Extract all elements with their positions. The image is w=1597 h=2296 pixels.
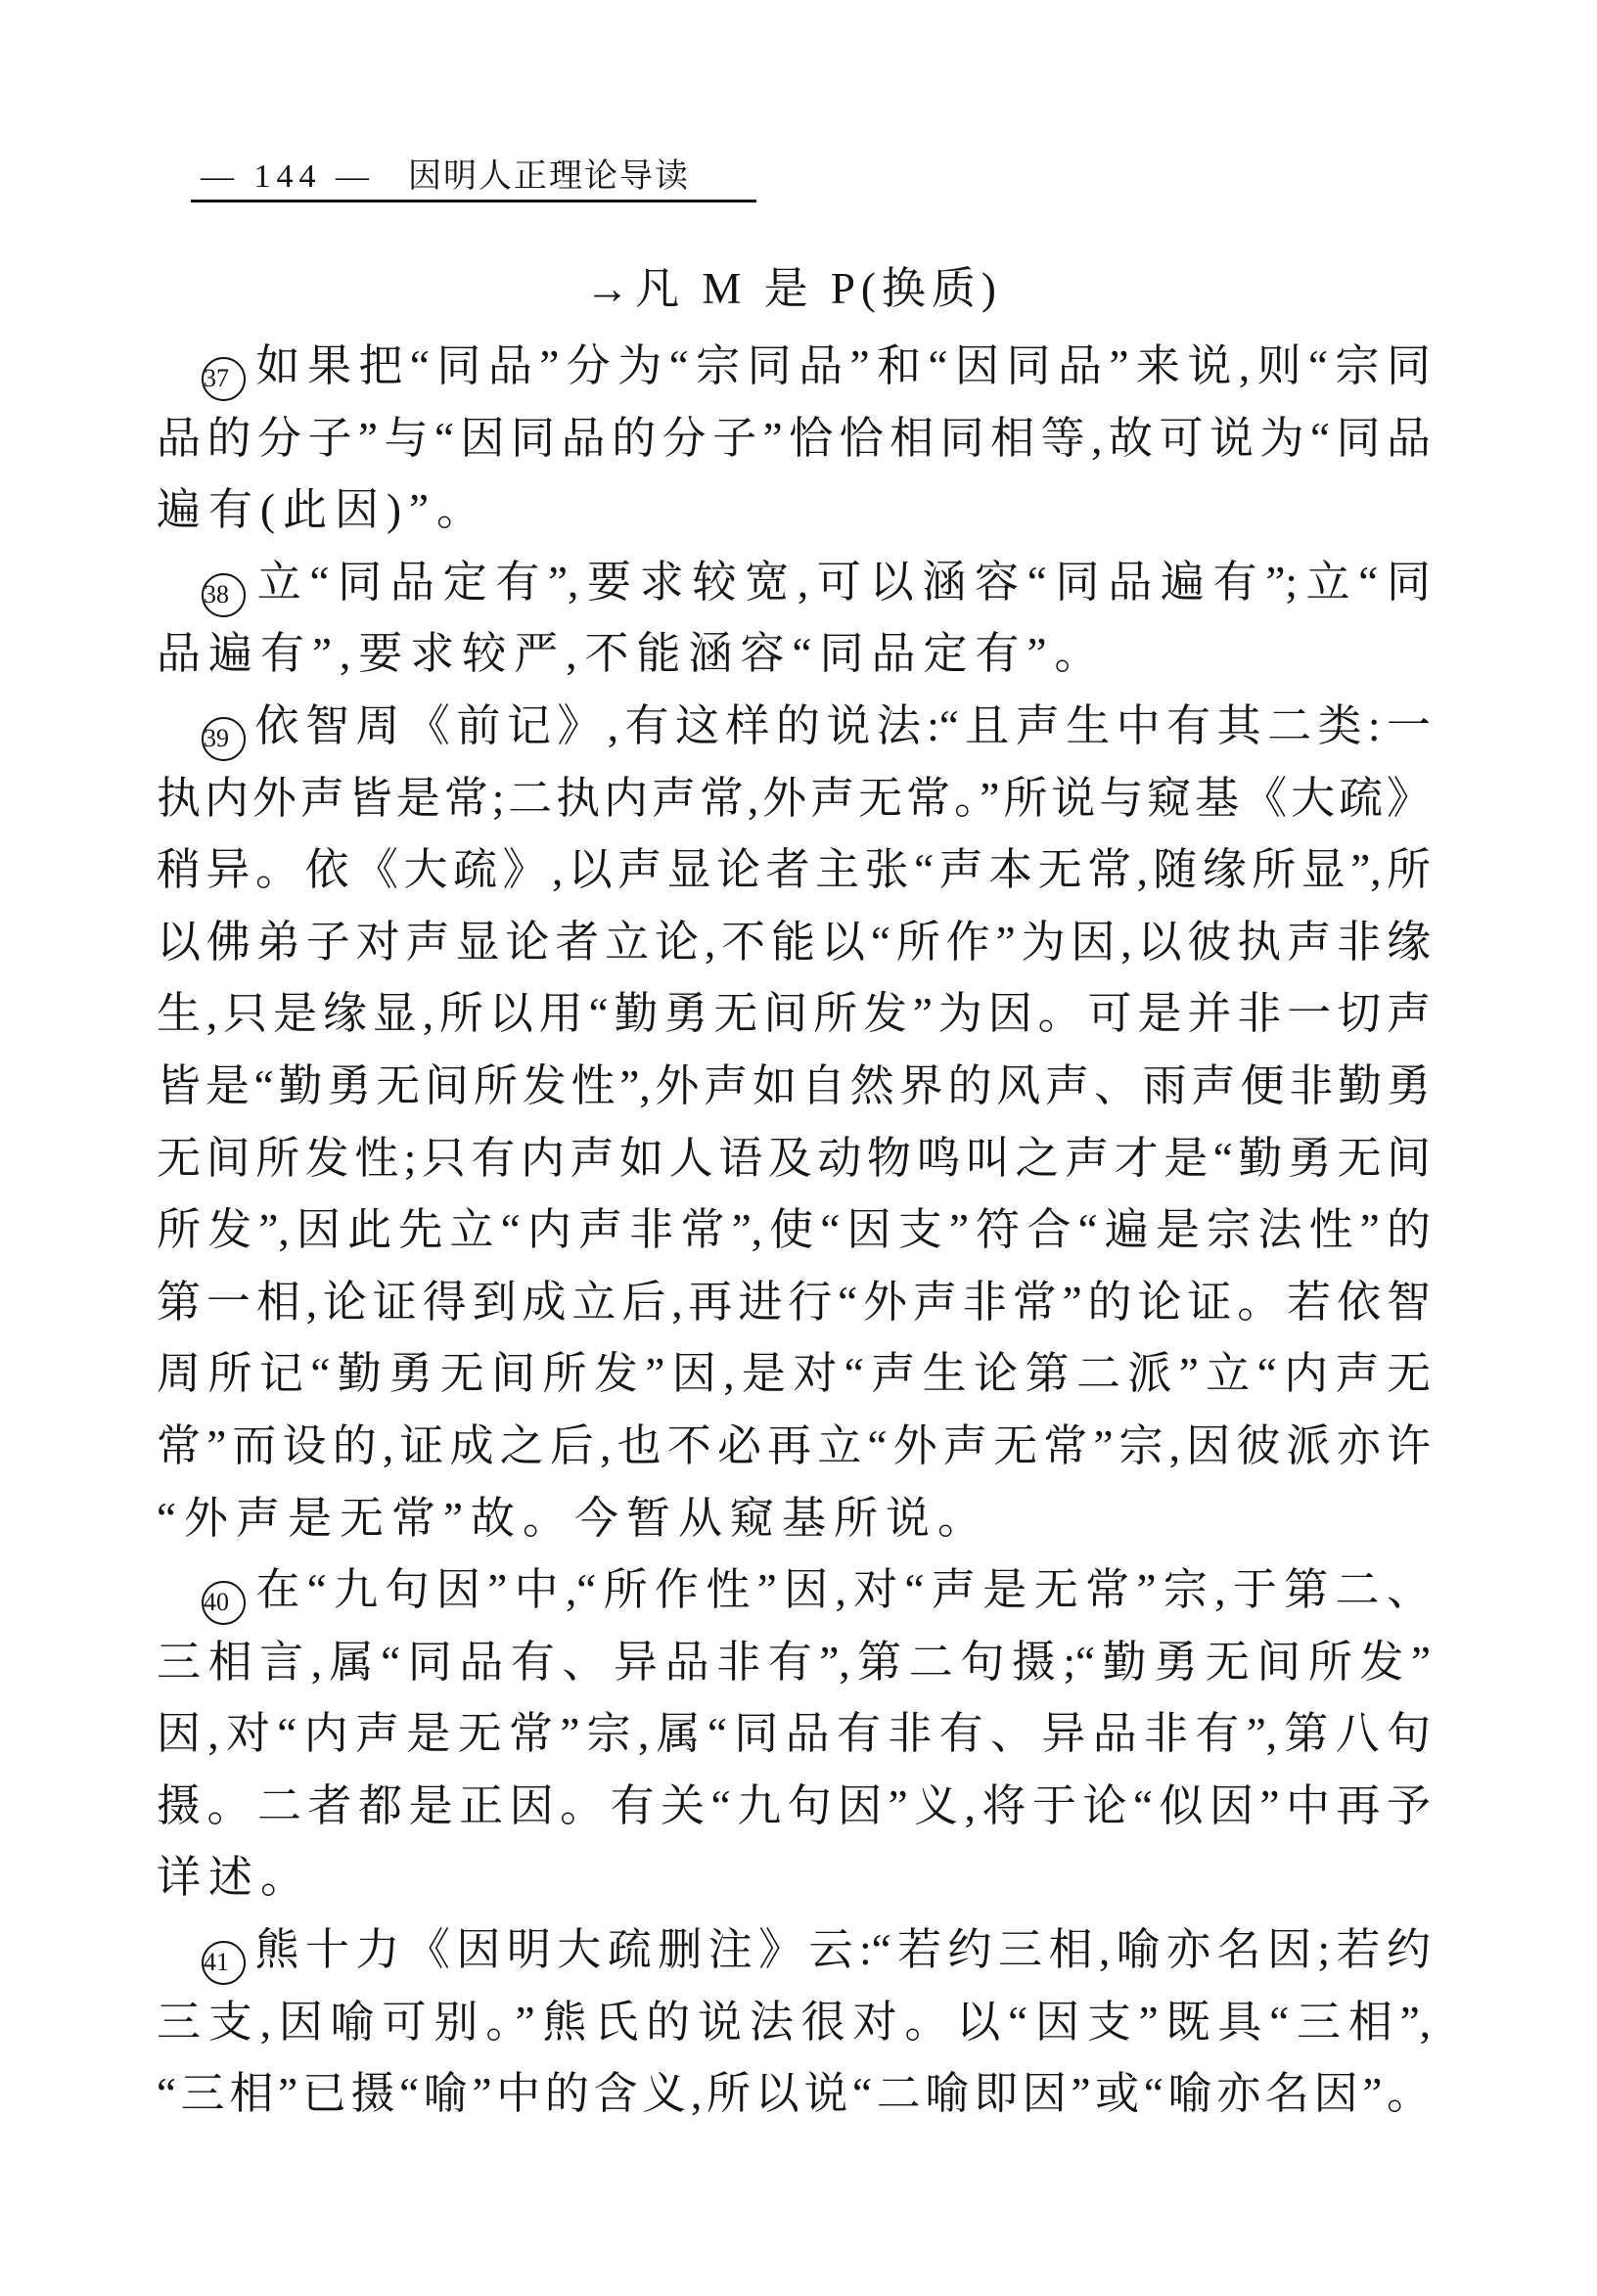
text-line: 三支,因喻可别。”熊氏的说法很对。以“因支”既具“三相”, xyxy=(157,1997,1431,2047)
text-line: 遍有(此因)”。 xyxy=(157,485,488,535)
text-line: 周所记“勤勇无间所发”因,是对“声生论第二派”立“内声无 xyxy=(157,1349,1431,1399)
formula-line: →凡 M 是 P(换质) xyxy=(585,264,1002,313)
text-line: 所发”,因此先立“内声非常”,使“因支”符合“遍是宗法性”的 xyxy=(157,1205,1431,1255)
text-line: 三相言,属“同品有、异品非有”,第二句摄;“勤勇无间所发” xyxy=(157,1637,1431,1687)
note-paragraph-40 xyxy=(157,1554,1431,1914)
text-line: 皆是“勤勇无间所发性”,外声如自然界的风声、雨声便非勤勇 xyxy=(157,1060,1431,1110)
text-line xyxy=(157,331,1431,403)
text-line: 执内外声皆是常;二执内声常,外声无常。”所说与窥基《大疏》 xyxy=(157,773,1431,823)
circled-number-39: 39 xyxy=(202,717,246,761)
text-line: 无间所发性;只有内声如人语及动物鸣叫之声才是“勤勇无间 xyxy=(157,1133,1431,1183)
text-line: 常”而设的,证成之后,也不必再立“外声无常”宗,因彼派亦许 xyxy=(157,1420,1431,1470)
note-paragraph-37 xyxy=(157,331,1431,547)
circled-number-41: 41 xyxy=(202,1941,246,1985)
circled-number-38: 38 xyxy=(202,573,246,617)
text-line-content: 如果把“同品”分为“宗同品”和“因同品”来说,则“宗同 xyxy=(249,341,1431,390)
text-line: 第一相,论证得到成立后,再进行“外声非常”的论证。若依智 xyxy=(157,1277,1431,1327)
text-line-content: 在“九句因”中,“所作性”因,对“声是无常”宗,于第二、 xyxy=(249,1565,1431,1615)
text-line: 以佛弟子对声显论者立论,不能以“所作”为因,以彼执声非缘 xyxy=(157,917,1431,967)
text-line: 生,只是缘显,所以用“勤勇无间所发”为因。可是并非一切声 xyxy=(157,989,1431,1039)
text-line: 详述。 xyxy=(157,1853,313,1903)
circled-number-40: 40 xyxy=(202,1581,246,1625)
note-paragraph-39 xyxy=(157,691,1431,1554)
text-line-content: 立“同品定有”,要求较宽,可以涵容“同品遍有”;立“同 xyxy=(249,557,1431,607)
text-line-content: 熊十力《因明大疏删注》云:“若约三相,喻亦名因;若约 xyxy=(249,1925,1431,1975)
header-rule xyxy=(191,200,756,203)
note-paragraph-38 xyxy=(157,547,1431,691)
text-line: “三相”已摄“喻”中的含义,所以说“二喻即因”或“喻亦名因”。 xyxy=(157,2069,1431,2119)
text-line xyxy=(157,1914,1431,1987)
book-title: 因明人正理论导读 xyxy=(408,158,690,195)
running-head xyxy=(201,149,690,197)
text-line xyxy=(157,547,1431,619)
text-line: 因,对“内声是无常”宗,属“同品有非有、异品非有”,第八句 xyxy=(157,1709,1431,1759)
page-number: — 144 — xyxy=(201,158,375,195)
text-line: 品的分子”与“因同品的分子”恰恰相同相等,故可说为“同品 xyxy=(157,413,1431,463)
note-paragraph-41 xyxy=(157,1914,1431,2131)
text-line: 稍异。依《大疏》,以声显论者主张“声本无常,随缘所显”,所 xyxy=(157,845,1431,895)
text-line: 摄。二者都是正因。有关“九句因”义,将于论“似因”中再予 xyxy=(157,1780,1431,1830)
text-line: “外声是无常”故。今暂从窥基所说。 xyxy=(157,1493,989,1543)
text-line-content: 依智周《前记》,有这样的说法:“且声生中有其二类:一 xyxy=(249,700,1431,750)
circled-number-37: 37 xyxy=(202,357,246,401)
body-text xyxy=(157,331,1431,2131)
text-line xyxy=(157,691,1431,763)
text-line: 品遍有”,要求较严,不能涵容“同品定有”。 xyxy=(157,629,1107,679)
text-line xyxy=(157,1554,1431,1627)
